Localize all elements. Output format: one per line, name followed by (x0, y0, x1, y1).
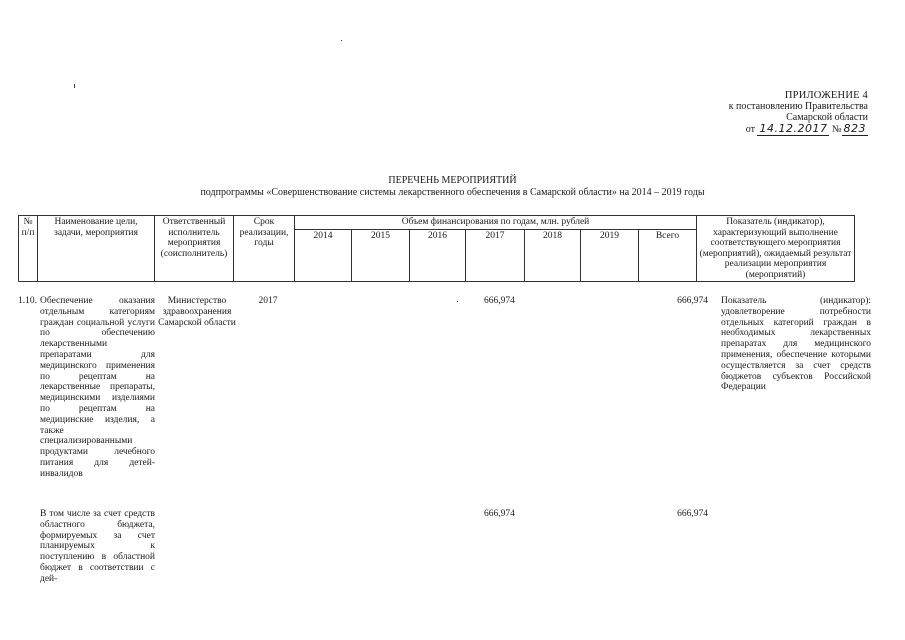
row-total-amount: 666,974 (677, 296, 708, 306)
header-year-2016: 2016 (410, 230, 466, 282)
row-sub-name: В том числе за счет средств областного бюджета, формируемых за счет планируемых к поступлению в областной бюджет в соответствии с дей- (40, 509, 155, 584)
document-subtitle: подпрограммы «Совершенствование системы лекарственного обеспечения в Самарской области» на 2014 – 2019 годы (200, 187, 705, 198)
appendix-line-1: к постановлению Правительства (728, 101, 868, 112)
header-year-2015: 2015 (352, 230, 410, 282)
appendix-date-line (640, 123, 868, 135)
scan-speck (457, 301, 458, 302)
header-year-2017: 2017 (466, 230, 525, 282)
row-sub-total-amount: 666,974 (677, 509, 708, 519)
row-measure-name: Обеспечение оказания отдельным категориям граждан социальной услуги по обеспечению лекарственными препаратами для медицинского применения по рецептам на лекарственные препараты, медицинскими изделиями по рецептам на медицинские изделия, а также специализированными продуктами лечебного питания для детей-инвалидов (40, 296, 155, 479)
row-2017-amount: 666,974 (484, 296, 515, 306)
appendix-block (640, 90, 868, 135)
handwritten-date: 14.12.2017 (759, 122, 828, 135)
row-term: 2017 (258, 296, 278, 306)
document-title: ПЕРЕЧЕНЬ МЕРОПРИЯТИЙ (388, 175, 517, 186)
row-indicator: Показатель (индикатор): удовлетворение потребности отдельных категорий граждан в необходимых лекарственных препаратах для медицинского применения, обеспечение которыми осуществляется за счет средств бюджетов субъектов Российской Федерации (721, 296, 871, 393)
header-executor: Ответственный исполнитель мероприятия (соисполнитель) (155, 216, 234, 282)
header-number: № п/п (19, 216, 38, 282)
header-year-2019: 2019 (581, 230, 639, 282)
document-heading (0, 175, 905, 199)
row-executor: Министерство здравоохранения Самарской области (158, 296, 236, 328)
number-label: № (831, 124, 842, 135)
header-year-2014: 2014 (295, 230, 352, 282)
header-financing: Объем финансирования по годам, млн. рублей (295, 216, 697, 230)
appendix-line-2: Самарской области (786, 112, 868, 123)
header-total: Всего (639, 230, 697, 282)
row-number: 1.10. (18, 296, 37, 306)
scan-speck (74, 84, 75, 88)
scan-speck (341, 40, 342, 41)
header-name: Наименование цели, задачи, мероприятия (38, 216, 155, 282)
header-indicator: Показатель (индикатор), характеризующий выполнение соответствующего мероприятия (мероприятий), ожидаемый результат реализации мероприятия (мероприятий) (697, 216, 855, 282)
header-year-2018: 2018 (525, 230, 581, 282)
measures-table-header (18, 215, 855, 282)
header-term: Срок реализации, годы (234, 216, 295, 282)
appendix-title: ПРИЛОЖЕНИЕ 4 (784, 90, 868, 101)
handwritten-number: 823 (843, 122, 866, 135)
row-sub-2017-amount: 666,974 (484, 509, 515, 519)
from-label: от (745, 124, 755, 135)
